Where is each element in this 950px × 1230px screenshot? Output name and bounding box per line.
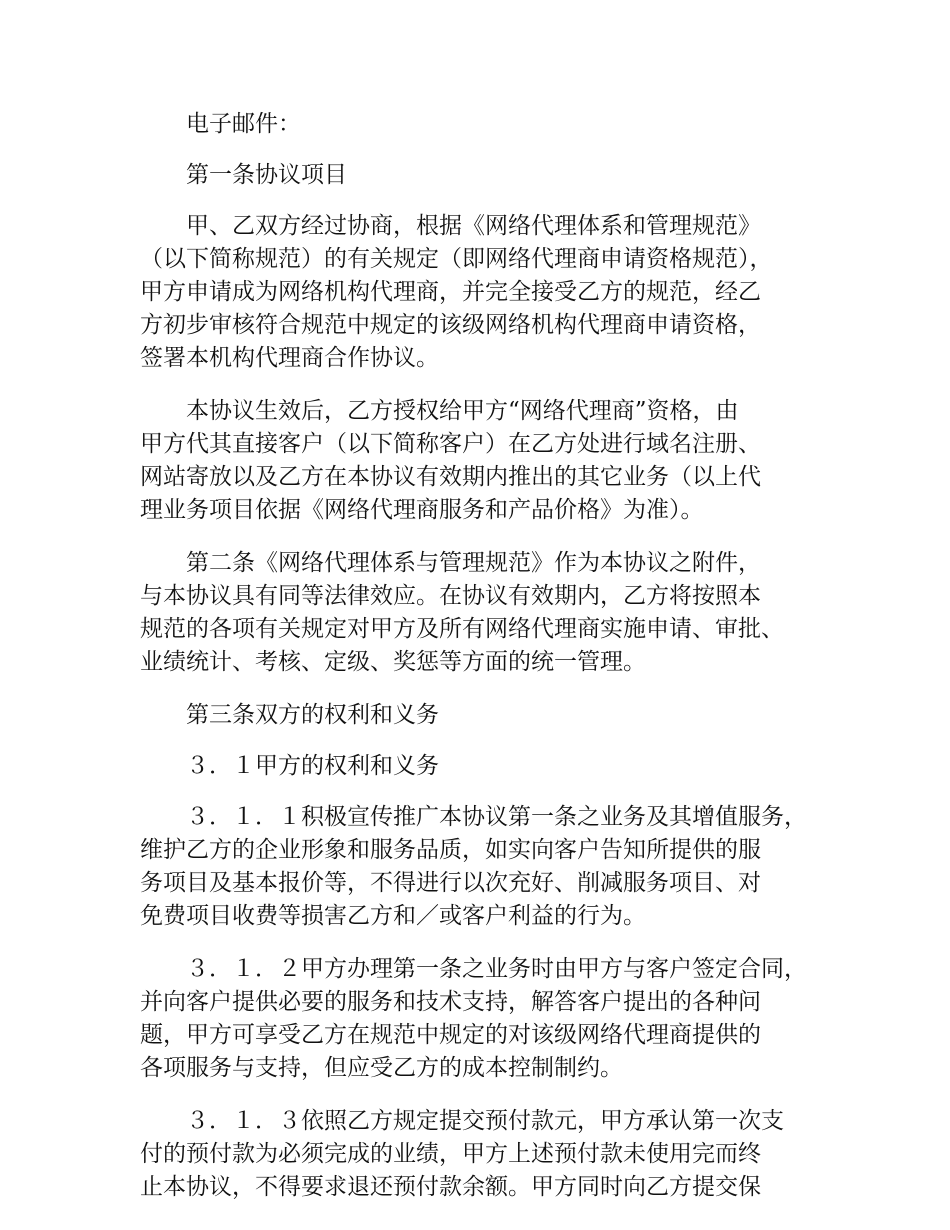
text-line: 网站寄放以及乙方在本协议有效期内推出的其它业务（以上代 bbox=[140, 464, 761, 490]
text-line: 规范的各项有关规定对甲方及所有网络代理商实施申请、审批、 bbox=[140, 616, 784, 642]
heading-article-3 bbox=[140, 699, 830, 732]
text-line: 理业务项目依据《网络代理商服务和产品价格》为准）。 bbox=[140, 497, 704, 523]
text-line: 签署本机构代理商合作协议。 bbox=[140, 345, 439, 371]
heading-article-1 bbox=[140, 159, 830, 192]
paragraph-section-3-1-2 bbox=[140, 953, 830, 1085]
paragraph-section-3-1-1 bbox=[140, 801, 830, 933]
text-line: 与本协议具有同等法律效应。在协议有效期内，乙方将按照本 bbox=[140, 583, 761, 609]
text-line: 付的预付款为必须完成的业绩，甲方上述预付款未使用完而终 bbox=[140, 1141, 761, 1167]
text-line: 第一条协议项目 bbox=[186, 162, 347, 188]
paragraph-email bbox=[140, 108, 830, 141]
text-line: 甲方申请成为网络机构代理商，并完全接受乙方的规范，经乙 bbox=[140, 279, 761, 305]
text-line: 第三条双方的权利和义务 bbox=[186, 702, 439, 728]
text-line: 并向客户提供必要的服务和技术支持，解答客户提出的各种问 bbox=[140, 989, 761, 1015]
text-line: 甲、乙双方经过协商，根据《网络代理体系和管理规范》 bbox=[186, 213, 761, 239]
text-line: ３．１．２甲方办理第一条之业务时由甲方与客户签定合同， bbox=[186, 956, 807, 982]
text-line: 本协议生效后，乙方授权给甲方“网络代理商”资格，由 bbox=[186, 398, 739, 424]
text-line: 题，甲方可享受乙方在规范中规定的对该级网络代理商提供的 bbox=[140, 1022, 761, 1048]
text-line: ３．１．１积极宣传推广本协议第一条之业务及其增值服务， bbox=[186, 804, 807, 830]
text-line: 业绩统计、考核、定级、奖惩等方面的统一管理。 bbox=[140, 649, 646, 675]
text-line: 各项服务与支持，但应受乙方的成本控制制约。 bbox=[140, 1055, 623, 1081]
text-line: 止本协议，不得要求退还预付款余额。甲方同时向乙方提交保 bbox=[140, 1174, 761, 1200]
paragraph-section-3-1-3 bbox=[140, 1105, 830, 1204]
text-line: 电子邮件： bbox=[186, 111, 301, 137]
text-line: 维护乙方的企业形象和服务品质，如实向客户告知所提供的服 bbox=[140, 837, 761, 863]
paragraph-article-1-p1 bbox=[140, 210, 830, 375]
heading-section-3-1 bbox=[140, 750, 830, 783]
text-line: （以下简称规范）的有关规定（即网络代理商申请资格规范）， bbox=[140, 246, 773, 272]
document-page bbox=[140, 108, 830, 1224]
text-line: 方初步审核符合规范中规定的该级网络机构代理商申请资格， bbox=[140, 312, 761, 338]
paragraph-article-2 bbox=[140, 547, 830, 679]
text-line: 甲方代其直接客户（以下简称客户）在乙方处进行域名注册、 bbox=[140, 431, 761, 457]
text-line: 务项目及基本报价等，不得进行以次充好、削减服务项目、对 bbox=[140, 870, 761, 896]
text-line: 免费项目收费等损害乙方和／或客户利益的行为。 bbox=[140, 903, 646, 929]
paragraph-article-1-p2 bbox=[140, 395, 830, 527]
text-line: ３．１甲方的权利和义务 bbox=[186, 753, 439, 779]
text-line: ３．１．３依照乙方规定提交预付款元，甲方承认第一次支 bbox=[186, 1108, 784, 1134]
text-line: 第二条《网络代理体系与管理规范》作为本协议之附件， bbox=[186, 550, 761, 576]
